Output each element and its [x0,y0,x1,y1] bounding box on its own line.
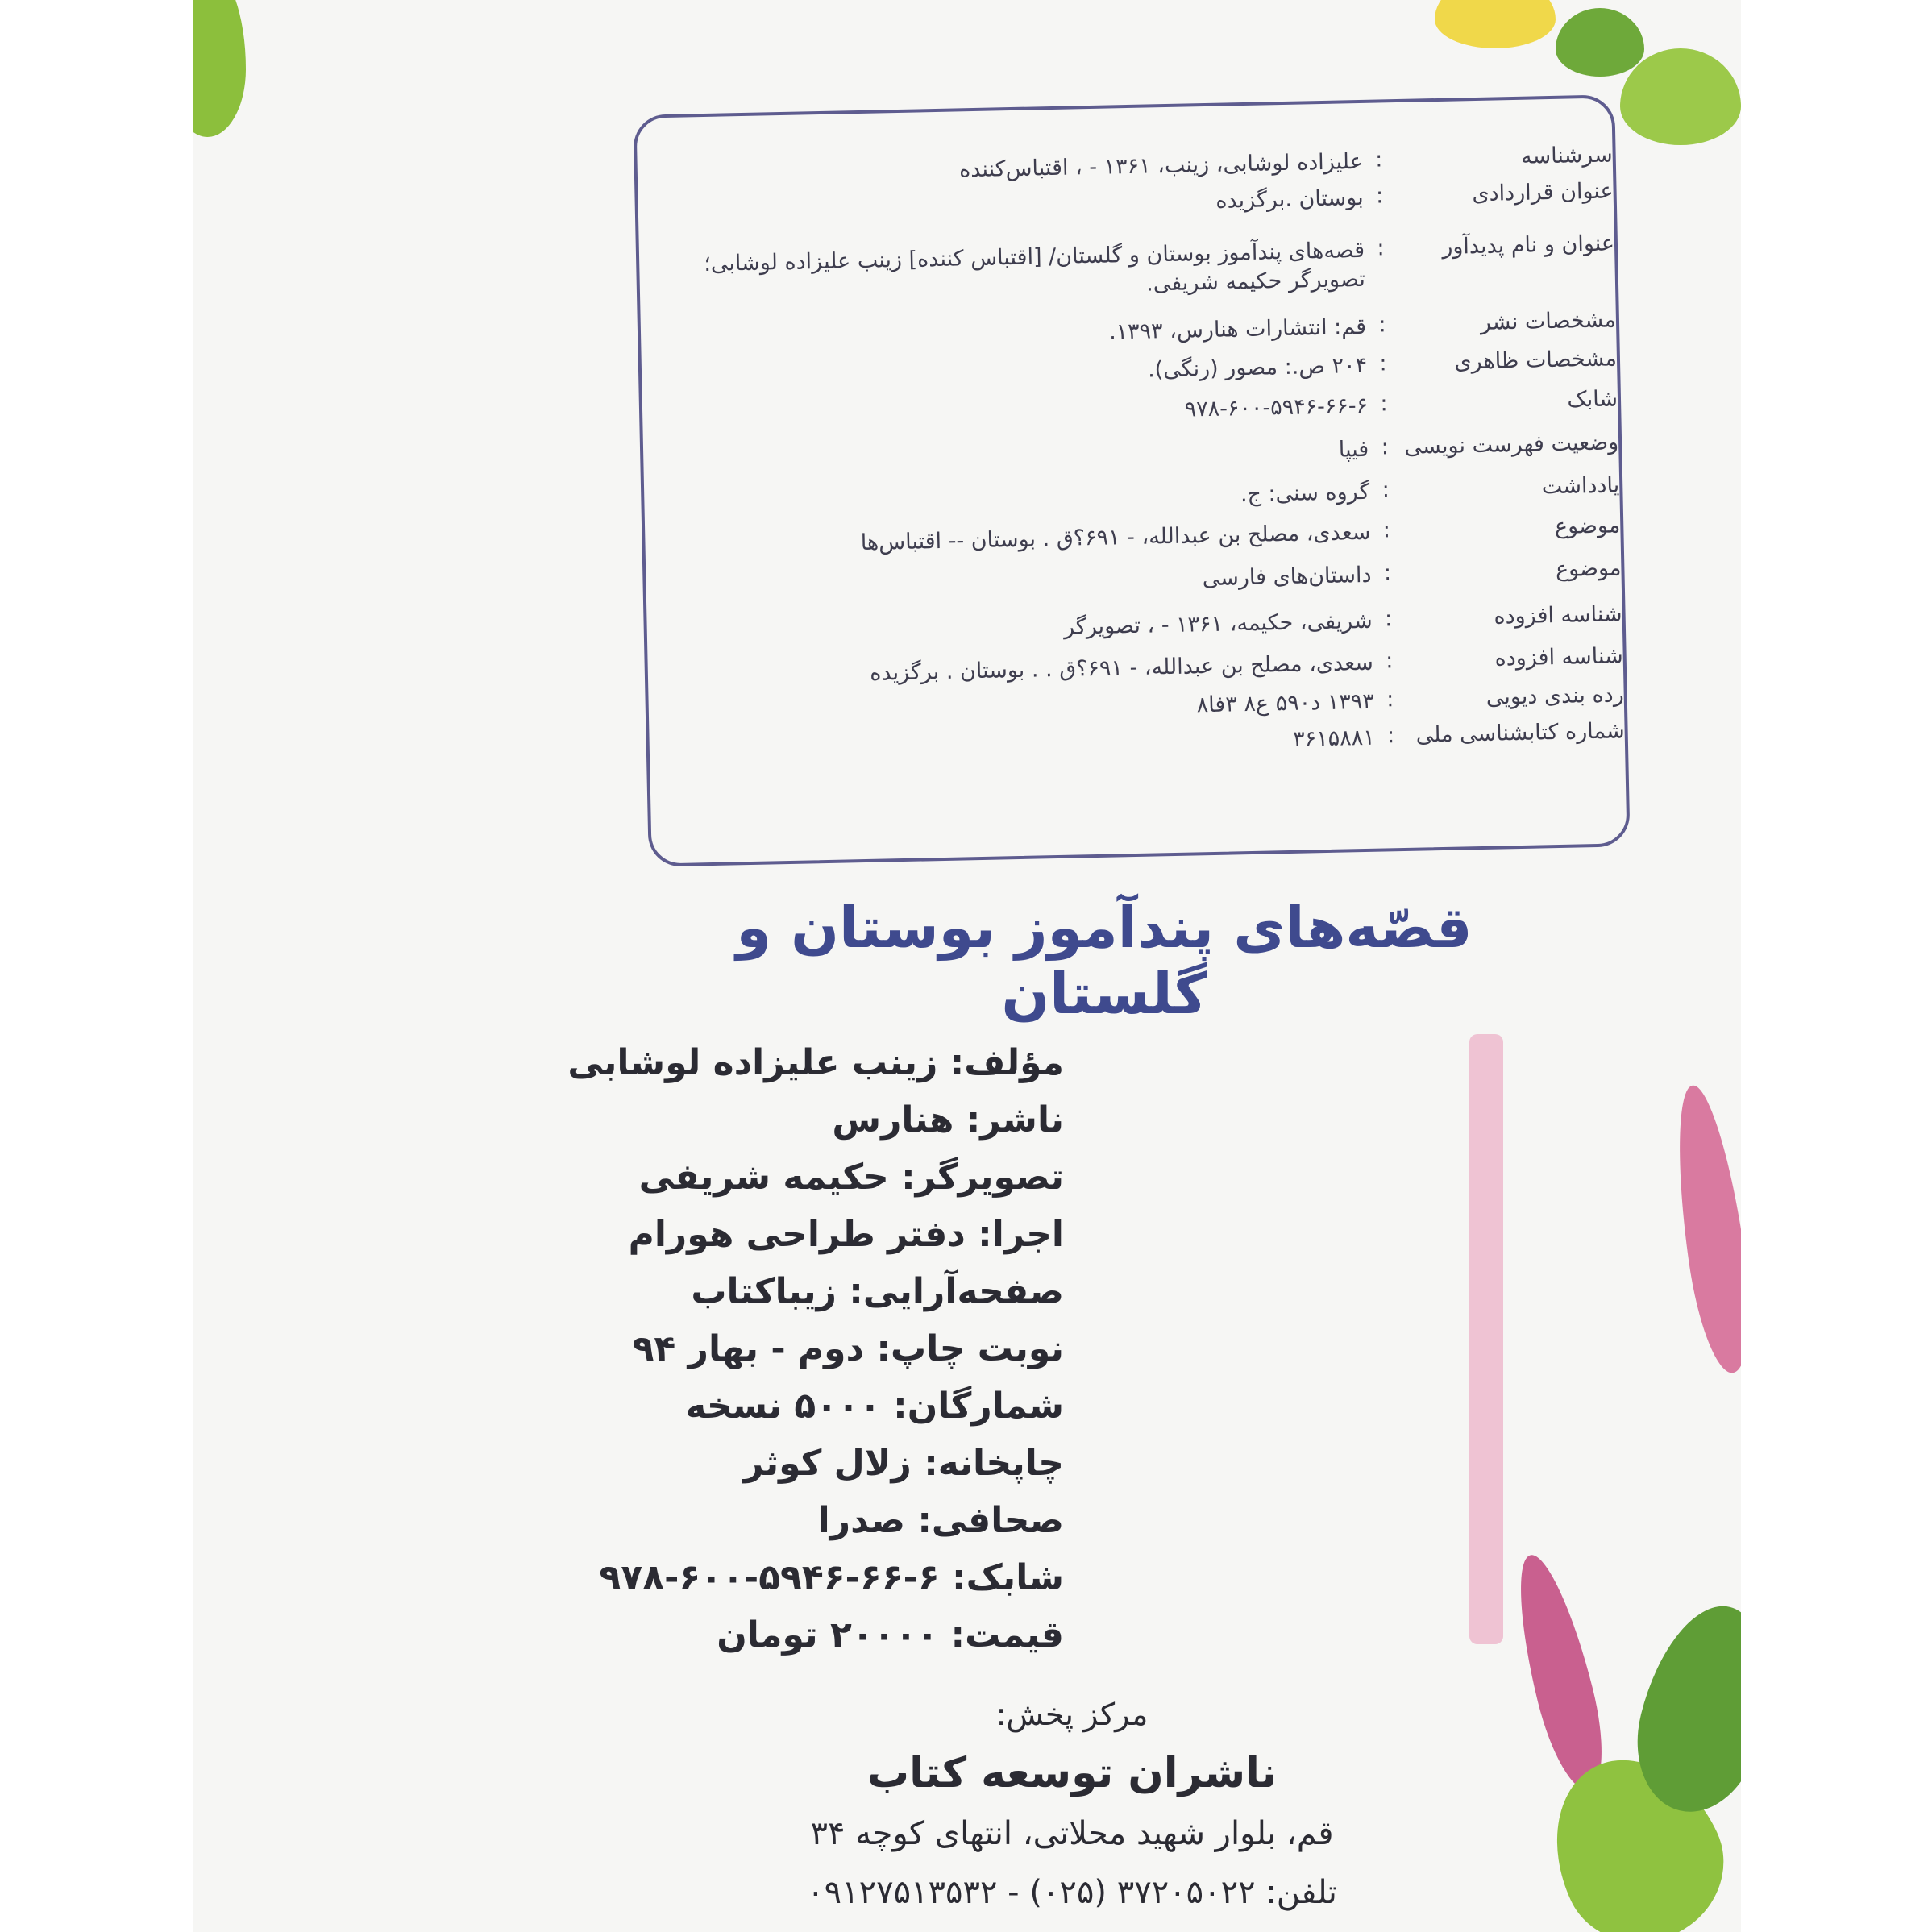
cip-row-separator: : [1386,687,1394,713]
credit-line: چاپخانه: زلال کوثر [743,1443,1064,1484]
cip-row-value: سعدی، مصلح بن عبدالله، - ۶۹۱؟ق . بوستان -- اقتباس‌ها [860,519,1371,556]
credit-line: نوبت چاپ: دوم - بهار ۹۴ [632,1328,1064,1369]
cip-row-separator: : [1377,235,1385,261]
cip-row [696,601,1623,650]
credit-line: قیمت: ۲۰۰۰۰ تومان [717,1614,1064,1656]
cip-row-separator: : [1384,606,1393,632]
cip-row-separator: : [1381,477,1390,503]
cip-row-label: مشخصات ظاهری [1454,346,1618,375]
cip-row-label: یادداشت [1541,472,1620,500]
credit-line: تصویرگر: حکیمه شریفی [638,1157,1064,1198]
distributor-phone: تلفن: ۳۷۲۰۵۰۲۲ (۰۲۵) - ۰۹۱۲۷۵۱۳۵۳۲ [807,1874,1337,1911]
cip-row-value: ۲۰۴ ص.: مصور (رنگی). [1147,352,1368,383]
cip-row-value: قصه‌های پندآموز بوستان و گلستان/ [اقتباس کننده] زینب علیزاده لوشابی؛ تصویرگر حکیمه شریفی. [703,237,1366,297]
cip-row-separator: : [1385,648,1394,674]
cip-row [692,430,1619,479]
cip-row-value: گروه سنی: ج. [1240,479,1370,508]
cip-row-separator: : [1381,434,1390,460]
credits-list [339,1034,1064,1664]
cip-row-separator: : [1379,351,1387,376]
cip-row-separator: : [1382,517,1391,543]
distributor-address: قم، بلوار شهید محلاتی، انتهای کوچه ۳۴ [810,1815,1334,1852]
cip-row-label: وضعیت فهرست نویسی [1404,430,1619,459]
cip-row-separator: : [1386,723,1395,749]
distributor-name: ناشران توسعه کتاب [866,1749,1278,1797]
cip-row [690,346,1618,395]
cip-row-value: علیزاده لوشابی، زینب، ۱۳۶۱ - ، اقتباس‌کننده [958,148,1364,183]
cip-row-label: شناسه افزوده [1494,601,1622,629]
credit-line: مؤلف: زینب علیزاده لوشابی [567,1042,1064,1083]
book-title: قصّه‌های پندآموز بوستان و گلستان [736,895,1473,1027]
cip-row-label: شابک [1567,386,1618,413]
cip-row-label: سرشناسه [1520,142,1613,169]
cip-row-separator: : [1380,391,1388,417]
cip-row-separator: : [1375,183,1384,209]
cip-row-value: فیپا [1338,436,1369,463]
cip-row-value: ۱۳۹۳ د۵۹۰ ع۸ ۳فا۸ [1196,688,1375,718]
cip-row [688,231,1615,309]
cip-row-label: مشخصات نشر [1480,307,1617,335]
cip-row-label: عنوان قراردادی [1472,178,1614,207]
credit-line: شابک: ۶-۶۶-۵۹۴۶-۶۰۰-۹۷۸ [599,1557,1064,1598]
distribution-label: مرکز پخش: [995,1697,1149,1732]
cip-row-value: بوستان .برگزیده [1215,185,1365,214]
cip-row-value: شریفی، حکیمه، ۱۳۶۱ - ، تصویرگر [1063,608,1373,640]
cip-row-separator: : [1383,560,1392,586]
cip-row-label: شماره کتابشناسی ملی [1415,718,1625,748]
cip-row-label: موضوع [1555,555,1622,583]
credit-line: ناشر: هنارس [832,1099,1064,1141]
cip-row-separator: : [1378,312,1386,338]
book-page [193,0,1741,1932]
cip-row-label: شناسه افزوده [1494,643,1624,671]
credits-accent-bar [1469,1034,1503,1644]
cip-row-value: سعدی، مصلح بن عبدالله، - ۶۹۱؟ق . . بوستان . برگزیده [869,650,1374,686]
cip-row [692,472,1620,521]
credit-line: صفحه‌آرایی: زیباکتاب [691,1271,1064,1312]
cip-row-label: عنوان و نام پدیدآور [1441,231,1615,260]
cip-row-value: قم: انتشارات هنارس، ۱۳۹۳. [1108,314,1367,345]
credit-line: صحافی: صدرا [817,1500,1064,1541]
credit-line: اجرا: دفتر طراحی هورام [628,1214,1064,1255]
cip-row-label: رده بندی دیویی [1485,682,1625,710]
cip-row [694,555,1622,605]
cip-row-separator: : [1374,147,1383,172]
cip-row-value: ۹۷۸-۶۰۰-۵۹۴۶-۶۶-۶ [1184,393,1369,422]
credit-line: شمارگان: ۵۰۰۰ نسخه [685,1386,1064,1427]
cataloging-in-publication-box [633,94,1630,866]
cip-row [693,513,1621,562]
cip-row-label: موضوع [1554,513,1621,540]
cip-row-value: ۳۶۱۵۸۸۱ [1292,725,1376,752]
cip-row [691,386,1618,435]
cip-row-value: داستان‌های فارسی [1202,562,1372,592]
